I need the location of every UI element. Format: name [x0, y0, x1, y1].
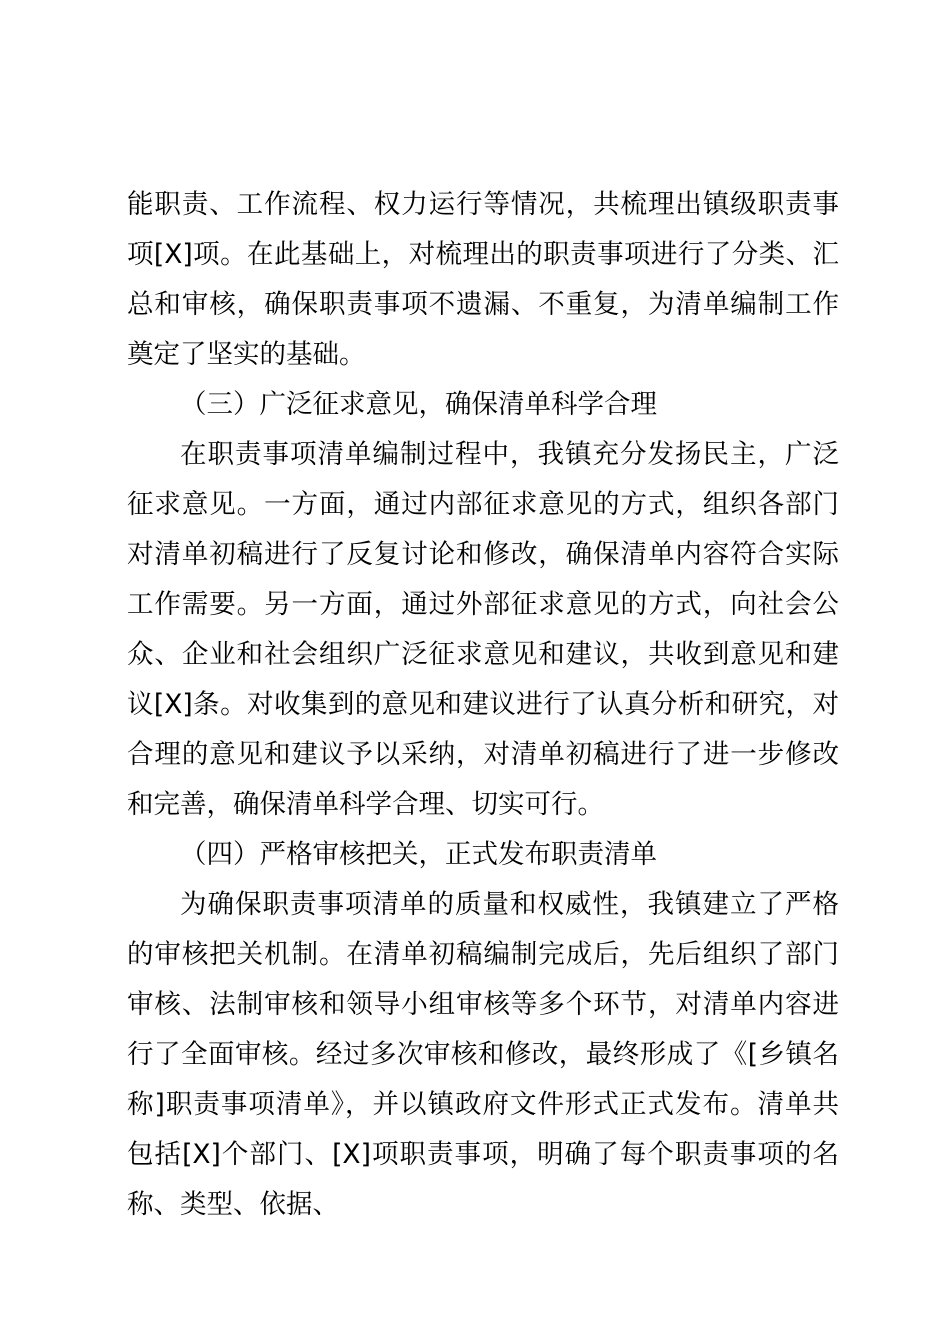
document-body — [127, 180, 839, 1230]
paragraph-continued: 能职责、工作流程、权力运行等情况，共梳理出镇级职责事项[X]项。在此基础上，对梳理出的职责事项进行了分类、汇总和审核，确保职责事项不遗漏、不重复，为清单编制工作奠定了坚实的基础。 — [127, 189, 839, 370]
section-heading-3: （三）广泛征求意见，确保清单科学合理 — [180, 389, 657, 420]
paragraph-solicit-opinions: 在职责事项清单编制过程中，我镇充分发扬民主，广泛征求意见。一方面，通过内部征求意见的方式，组织各部门对清单初稿进行了反复讨论和修改，确保清单内容符合实际工作需要。另一方面，通过外部征求意见的方式，向社会公众、企业和社会组织广泛征求意见和建议，共收到意见和建议[X]条。对收集到的意见和建议进行了认真分析和研究，对合理的意见和建议予以采纳，对清单初稿进行了进一步修改和完善，确保清单科学合理、切实可行。 — [127, 439, 839, 820]
section-heading-4: （四）严格审核把关，正式发布职责清单 — [180, 839, 657, 870]
paragraph-review-publish: 为确保职责事项清单的质量和权威性，我镇建立了严格的审核把关机制。在清单初稿编制完成后，先后组织了部门审核、法制审核和领导小组审核等多个环节，对清单内容进行了全面审核。经过多次审核和修改，最终形成了《[乡镇名称]职责事项清单》，并以镇政府文件形式正式发布。清单共包括[X]个部门、[X]项职责事项，明确了每个职责事项的名称、类型、依据、 — [127, 889, 839, 1220]
